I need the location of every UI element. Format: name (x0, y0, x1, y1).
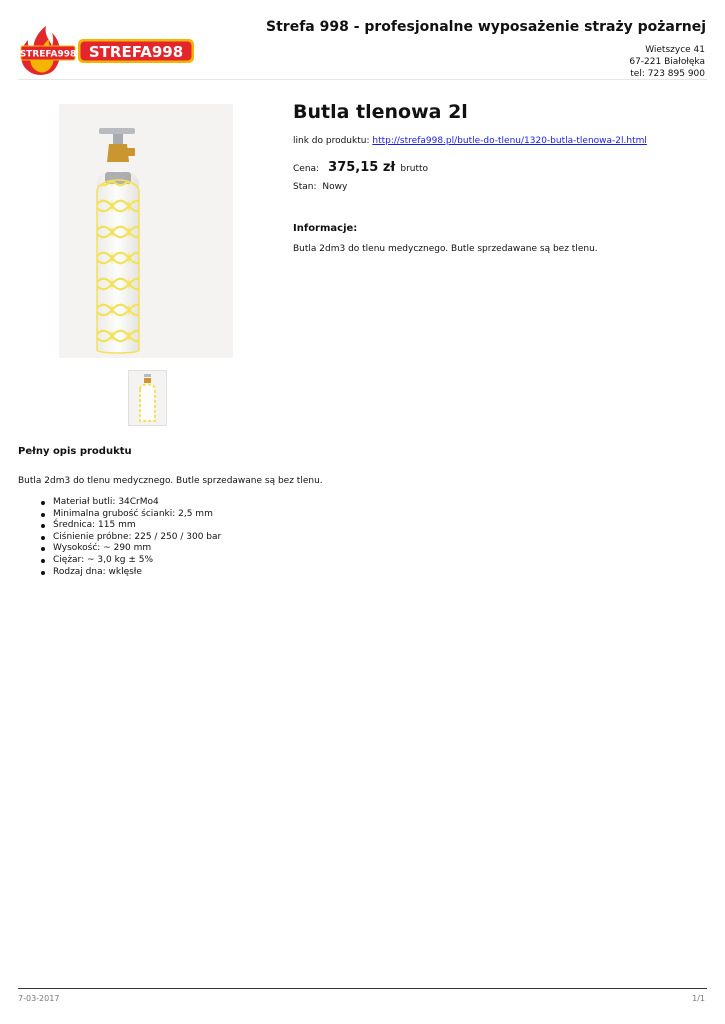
product-thumbnail[interactable] (128, 370, 167, 426)
info-text: Butla 2dm3 do tlenu medycznego. Butle sprzedawane są bez tlenu. (293, 244, 598, 254)
site-title: Strefa 998 - profesjonalne wyposażenie straży pożarnej (266, 19, 706, 35)
product-title: Butla tlenowa 2l (293, 101, 468, 123)
info-heading: Informacje: (293, 223, 358, 234)
full-description-heading: Pełny opis produktu (18, 446, 132, 457)
price-suffix: brutto (400, 164, 429, 174)
condition-row (293, 182, 347, 192)
spec-item: Materiał butli: 34CrMo4 (38, 497, 221, 509)
product-link[interactable]: http://strefa998.pl/butle-do-tlenu/1320-butla-tlenowa-2l.html (372, 136, 647, 146)
address-city: 67-221 Białołęka (629, 57, 705, 67)
footer-page-number: 1/1 (692, 994, 705, 1003)
full-description-text: Butla 2dm3 do tlenu medycznego. Butle sprzedawane są bez tlenu. (18, 476, 323, 486)
spec-item: Minimalna grubość ścianki: 2,5 mm (38, 509, 221, 521)
condition-value: Nowy (322, 182, 348, 192)
price-row (293, 156, 428, 175)
address-phone: tel: 723 895 900 (630, 69, 705, 79)
spec-item: Średnica: 115 mm (38, 520, 221, 532)
logo-large-text: STREFA998 (88, 43, 184, 61)
price-label: Cena: (293, 164, 320, 174)
spec-item: Ciśnienie próbne: 225 / 250 / 300 bar (38, 532, 221, 544)
spec-list (38, 497, 221, 578)
condition-label: Stan: (293, 182, 317, 192)
price-value: 375,15 zł (328, 160, 396, 175)
address-street: Wietszyce 41 (645, 45, 705, 55)
footer-divider (18, 988, 707, 989)
company-address (629, 44, 705, 80)
product-image[interactable] (59, 104, 233, 358)
product-link-label: link do produktu: (293, 136, 370, 146)
spec-item: Ciężar: ~ 3,0 kg ± 5% (38, 555, 221, 567)
product-link-row (293, 136, 647, 146)
logo (14, 24, 198, 76)
footer-date: 7-03-2017 (18, 994, 60, 1003)
spec-item: Wysokość: ~ 290 mm (38, 543, 221, 555)
spec-item: Rodzaj dna: wklęsłe (38, 567, 221, 579)
logo-small-text: STREFA998 (19, 49, 77, 60)
header-divider (18, 79, 707, 80)
